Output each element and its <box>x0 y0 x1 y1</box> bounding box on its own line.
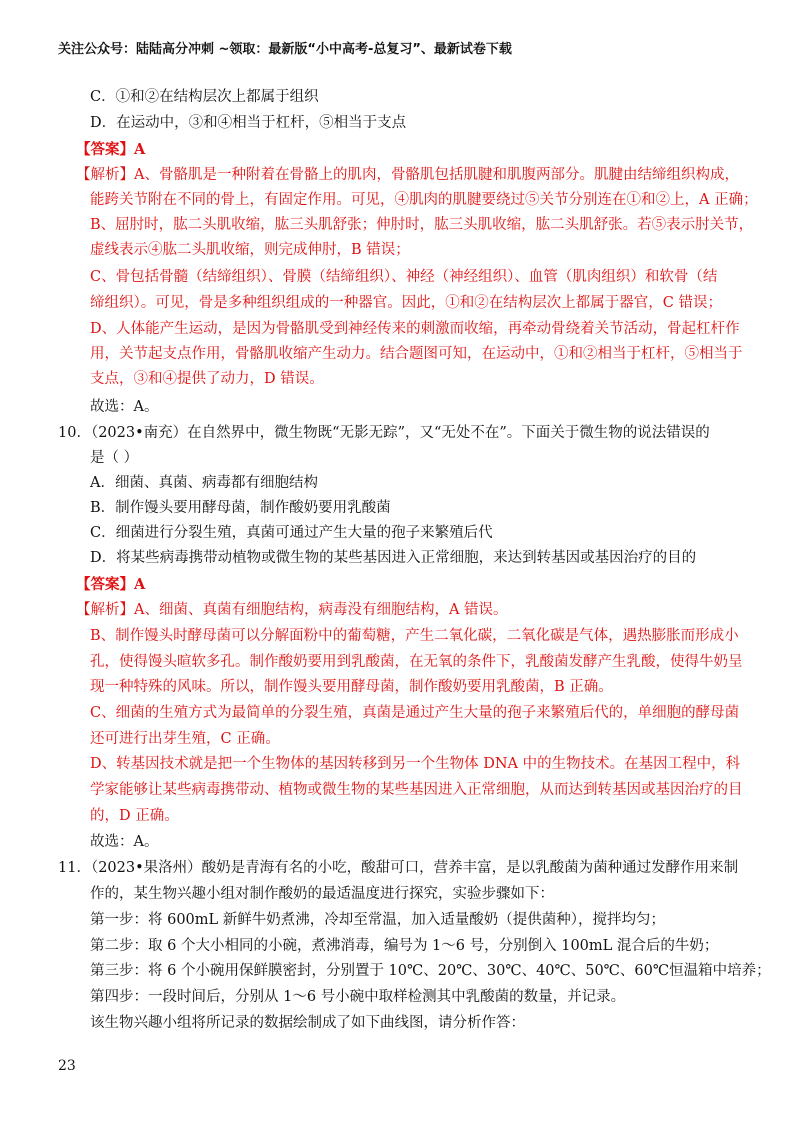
q10-option: A．细菌、真菌、病毒都有细胞结构 <box>90 475 318 491</box>
q10-analysis-line: 学家能够让某些病毒携带动、植物或微生物的某些基因进入正常细胞，从而达到转基因或基因治疗的目 <box>90 782 743 798</box>
q11-step: 第四步：一段时间后，分别从 1～6 号小碗中取样检测其中乳酸菌的数量，并记录。 <box>90 989 626 1005</box>
page-header: 关注公众号：陆陆高分冲刺 ~领取：最新版“小中高考-总复习”、最新试卷下载 <box>58 42 512 57</box>
q10-stem-line: 10．（2023•南充）在自然界中，微生物既“无影无踪”，又“无处不在”。下面关于微生物的说法错误的 <box>58 425 710 441</box>
q11-step: 第一步：将 600mL 新鲜牛奶煮沸，冷却至常温，加入适量酸奶（提供菌种），搅拌均匀； <box>90 912 666 928</box>
q10-analysis-line: 孔，使得馒头暄软多孔。制作酸奶要用到乳酸菌，在无氧的条件下，乳酸菌发酵产生乳酸，使得牛奶呈 <box>90 654 743 670</box>
q9-analysis-line: 用，关节起支点作用，骨骼肌收缩产生动力。结合题图可知，在运动中，①和②相当于杠杆，⑤相当于 <box>90 346 743 362</box>
q10-analysis-line: 还可进行出芽生殖，C 正确。 <box>90 731 280 747</box>
q9-analysis-line: B、屈肘时，肱二头肌收缩，肱三头肌舒张；伸肘时，肱三头肌收缩，肱二头肌舒张。若⑤表示肘关节， <box>90 217 754 233</box>
q10-analysis-line: D、转基因技术就是把一个生物体的基因转移到另一个生物体 DNA 中的生物技术。在基因工程中，科 <box>90 756 741 772</box>
q10-option: B．制作馒头要用酵母菌，制作酸奶要用乳酸菌 <box>90 500 391 516</box>
q9-conclusion: 故选：A。 <box>90 399 159 415</box>
q10-analysis-line: B、制作馒头时酵母菌可以分解面粉中的葡萄糖，产生二氧化碳，二氧化碳是气体，遇热膨胀而形成小 <box>90 628 739 644</box>
q11-step: 第二步：取 6 个大小相同的小碗，煮沸消毒，编号为 1～6 号，分别倒入 100mL 混合后的牛奶； <box>90 938 719 954</box>
q9-analysis-line: D、人体能产生运动，是因为骨骼肌受到神经传来的刺激而收缩，再牵动骨绕着关节活动，骨起杠杆作 <box>90 321 740 337</box>
q11-stem-line: 作的，某生物兴趣小组对制作酸奶的最适温度进行探究，实验步骤如下： <box>90 886 554 902</box>
q11-closing: 该生物兴趣小组将所记录的数据绘制成了如下曲线图，请分析作答： <box>90 1015 525 1031</box>
q11-step: 第三步：将 6 个小碗用保鲜膜密封，分别置于 10℃、20℃、30℃、40℃、50℃、60℃恒温箱中培养； <box>90 963 771 979</box>
q9-answer: 【答案】A <box>76 141 146 158</box>
q9-option-c: C．①和②在结构层次上都属于组织 <box>90 89 319 105</box>
q9-analysis-line: 【解析】A、骨骼肌是一种附着在骨骼上的肌肉，骨骼肌包括肌腱和肌腹两部分。肌腱由结缔组织构成， <box>76 167 739 183</box>
q10-analysis-line: C、细菌的生殖方式为最简单的分裂生殖，真菌是通过产生大量的孢子来繁殖后代的，单细胞的酵母菌 <box>90 705 740 721</box>
q10-analysis-line: 的，D 正确。 <box>90 808 179 824</box>
q10-analysis-line: 现一种特殊的风味。所以，制作馒头要用酵母菌，制作酸奶要用乳酸菌，B 正确。 <box>90 679 613 695</box>
q10-conclusion: 故选：A。 <box>90 834 159 850</box>
q10-stem-line: 是（ ） <box>90 450 139 466</box>
q10-option: C．细菌进行分裂生殖，真菌可通过产生大量的孢子来繁殖后代 <box>90 525 493 541</box>
q9-option-d: D．在运动中，③和④相当于杠杆，⑤相当于支点 <box>90 115 407 131</box>
q9-analysis-line: 虚线表示④肱二头肌收缩，则完成伸肘，B 错误； <box>90 242 410 258</box>
page-number: 23 <box>58 1058 76 1074</box>
q10-answer: 【答案】A <box>76 576 146 593</box>
q11-stem-line: 11．（2023•果洛州）酸奶是青海有名的小吃，酸甜可口，营养丰富，是以乳酸菌为菌种通过发酵作用来制 <box>58 860 739 876</box>
q10-option: D．将某些病毒携带动植物或微生物的某些基因进入正常细胞，来达到转基因或基因治疗的目的 <box>90 550 697 566</box>
q10-analysis-line: 【解析】A、细菌、真菌有细胞结构，病毒没有细胞结构，A 错误。 <box>76 602 508 618</box>
q9-analysis-line: 支点，③和④提供了动力，D 错误。 <box>90 371 324 387</box>
q9-analysis-line: C、骨包括骨髓（结缔组织）、骨膜（结缔组织）、神经（神经组织）、血管（肌肉组织）和软骨（结 <box>90 269 718 285</box>
q9-analysis-line: 能跨关节附在不同的骨上，有固定作用。可见，④肌肉的肌腱要绕过⑤关节分别连在①和②上，A 正确； <box>90 192 758 208</box>
q9-analysis-line: 缔组织）。可见，骨是多种组织组成的一种器官。因此，①和②在结构层次上都属于器官，C 错误； <box>90 295 722 311</box>
